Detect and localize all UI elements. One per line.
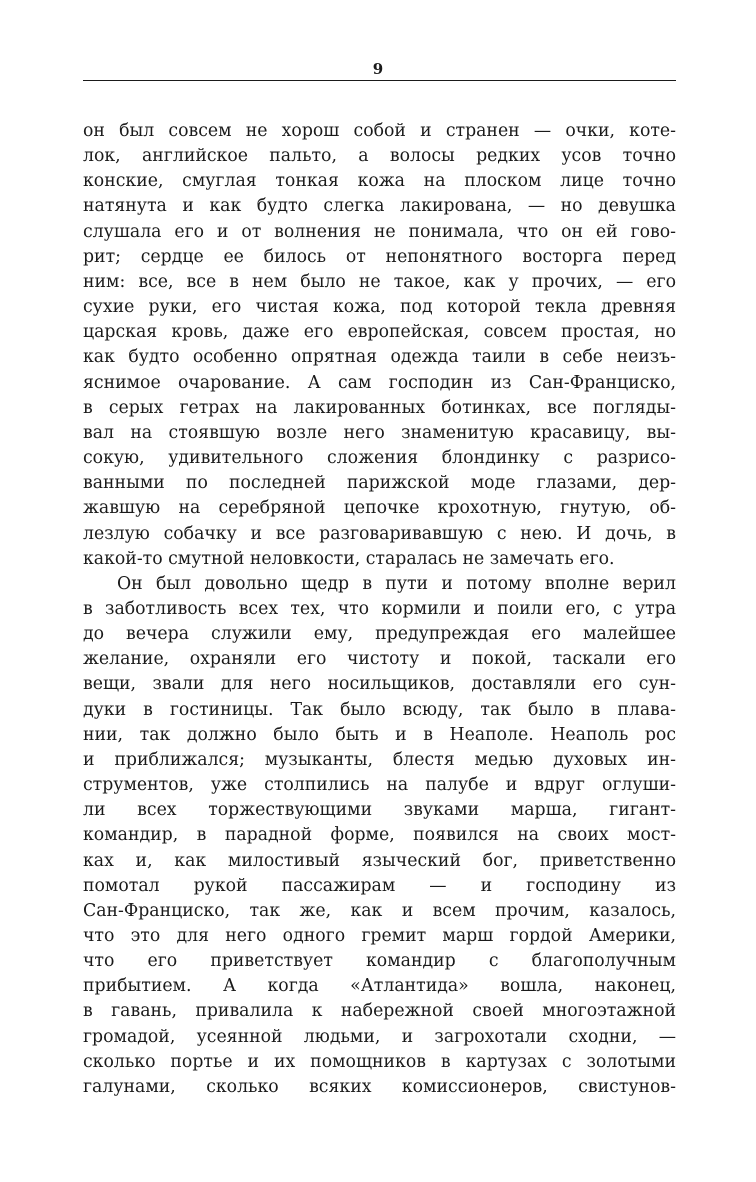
text-line: конские, смуглая тонкая кожа на плоском лице точно [83, 171, 676, 192]
text-line: струментов, уже столпились на палубе и вдруг оглуши- [83, 775, 676, 796]
text-line: ли всех торжествующими звуками марша, гигант- [83, 800, 676, 821]
text-line: яснимое очарование. А сам господин из Сан-Франциско, [83, 372, 676, 393]
text-line: царская кровь, даже его европейская, совсем простая, но [83, 322, 676, 343]
text-line: Сан-Франциско, так же, как и всем прочим, казалось, [83, 900, 676, 921]
text-line: ках и, как милостивый языческий бог, приветственно [83, 850, 676, 871]
text-line: галунами, сколько всяких комиссионеров, свистунов- [83, 1076, 676, 1097]
text-line: сухие руки, его чистая кожа, под которой текла древняя [83, 297, 676, 318]
text-line: громадой, усеянной людьми, и загрохотали сходни, — [83, 1026, 676, 1047]
text-line: до вечера служили ему, предупреждая его малейшее [83, 624, 676, 645]
text-line: в гавань, привалила к набережной своей многоэтажной [83, 1001, 676, 1022]
text-line: желание, охраняли его чистоту и покой, таскали его [83, 649, 676, 670]
text-line: нии, так должно было быть и в Неаполе. Неаполь рос [83, 724, 676, 745]
text-line: какой-то смутной неловкости, старалась не замечать его. [83, 548, 615, 569]
text-line: как будто особенно опрятная одежда таили в себе неизъ- [83, 347, 676, 368]
text-line: командир, в парадной форме, появился на своих мост- [83, 825, 676, 846]
text-line: в серых гетрах на лакированных ботинках, все погляды- [83, 397, 676, 418]
paragraph-2 [83, 572, 676, 1100]
paragraph-1 [83, 119, 676, 572]
text-line: вал на стоявшую возле него знаменитую красавицу, вы- [83, 422, 676, 443]
body-text [83, 119, 676, 1100]
text-line: Он был довольно щедр в пути и потому вполне верил [117, 573, 676, 594]
text-line: вещи, звали для него носильщиков, доставляли его сун- [83, 674, 676, 695]
text-line: и приближался; музыканты, блестя медью духовых ин- [83, 749, 676, 770]
text-line: ним: все, все в нем было не такое, как у прочих, — его [83, 271, 676, 292]
page-number: 9 [372, 60, 384, 78]
text-line: он был совсем не хорош собой и странен — очки, коте- [83, 121, 676, 141]
text-line: сокую, удивительного сложения блондинку с разрисо- [83, 448, 676, 469]
text-line: слушала его и от волнения не понимала, что он ей гово- [83, 221, 676, 242]
text-line: прибытием. А когда «Атлантида» вошла, наконец, [83, 976, 676, 997]
text-line: лок, английское пальто, а волосы редких усов точно [83, 146, 676, 167]
header-rule [83, 80, 676, 81]
text-line: натянута и как будто слегка лакирована, — но девушка [83, 196, 676, 217]
text-line: ванными по последней парижской моде глазами, дер- [83, 473, 676, 494]
text-line: что его приветствует командир с благополучным [83, 951, 676, 972]
text-line: жавшую на серебряной цепочке крохотную, гнутую, об- [83, 498, 676, 519]
text-line: рит; сердце ее билось от непонятного восторга перед [83, 246, 676, 267]
text-line: помотал рукой пассажирам — и господину из [83, 875, 676, 896]
text-line: что это для него одного гремит марш гордой Америки, [83, 926, 676, 946]
text-line: лезлую собачку и все разговаривавшую с нею. И дочь, в [83, 523, 676, 544]
text-line: сколько портье и их помощников в картузах с золотыми [83, 1051, 676, 1072]
text-line: дуки в гостиницы. Так было всюду, так было в плава- [83, 699, 676, 720]
text-line: в заботливость всех тех, что кормили и поили его, с утра [83, 598, 676, 619]
